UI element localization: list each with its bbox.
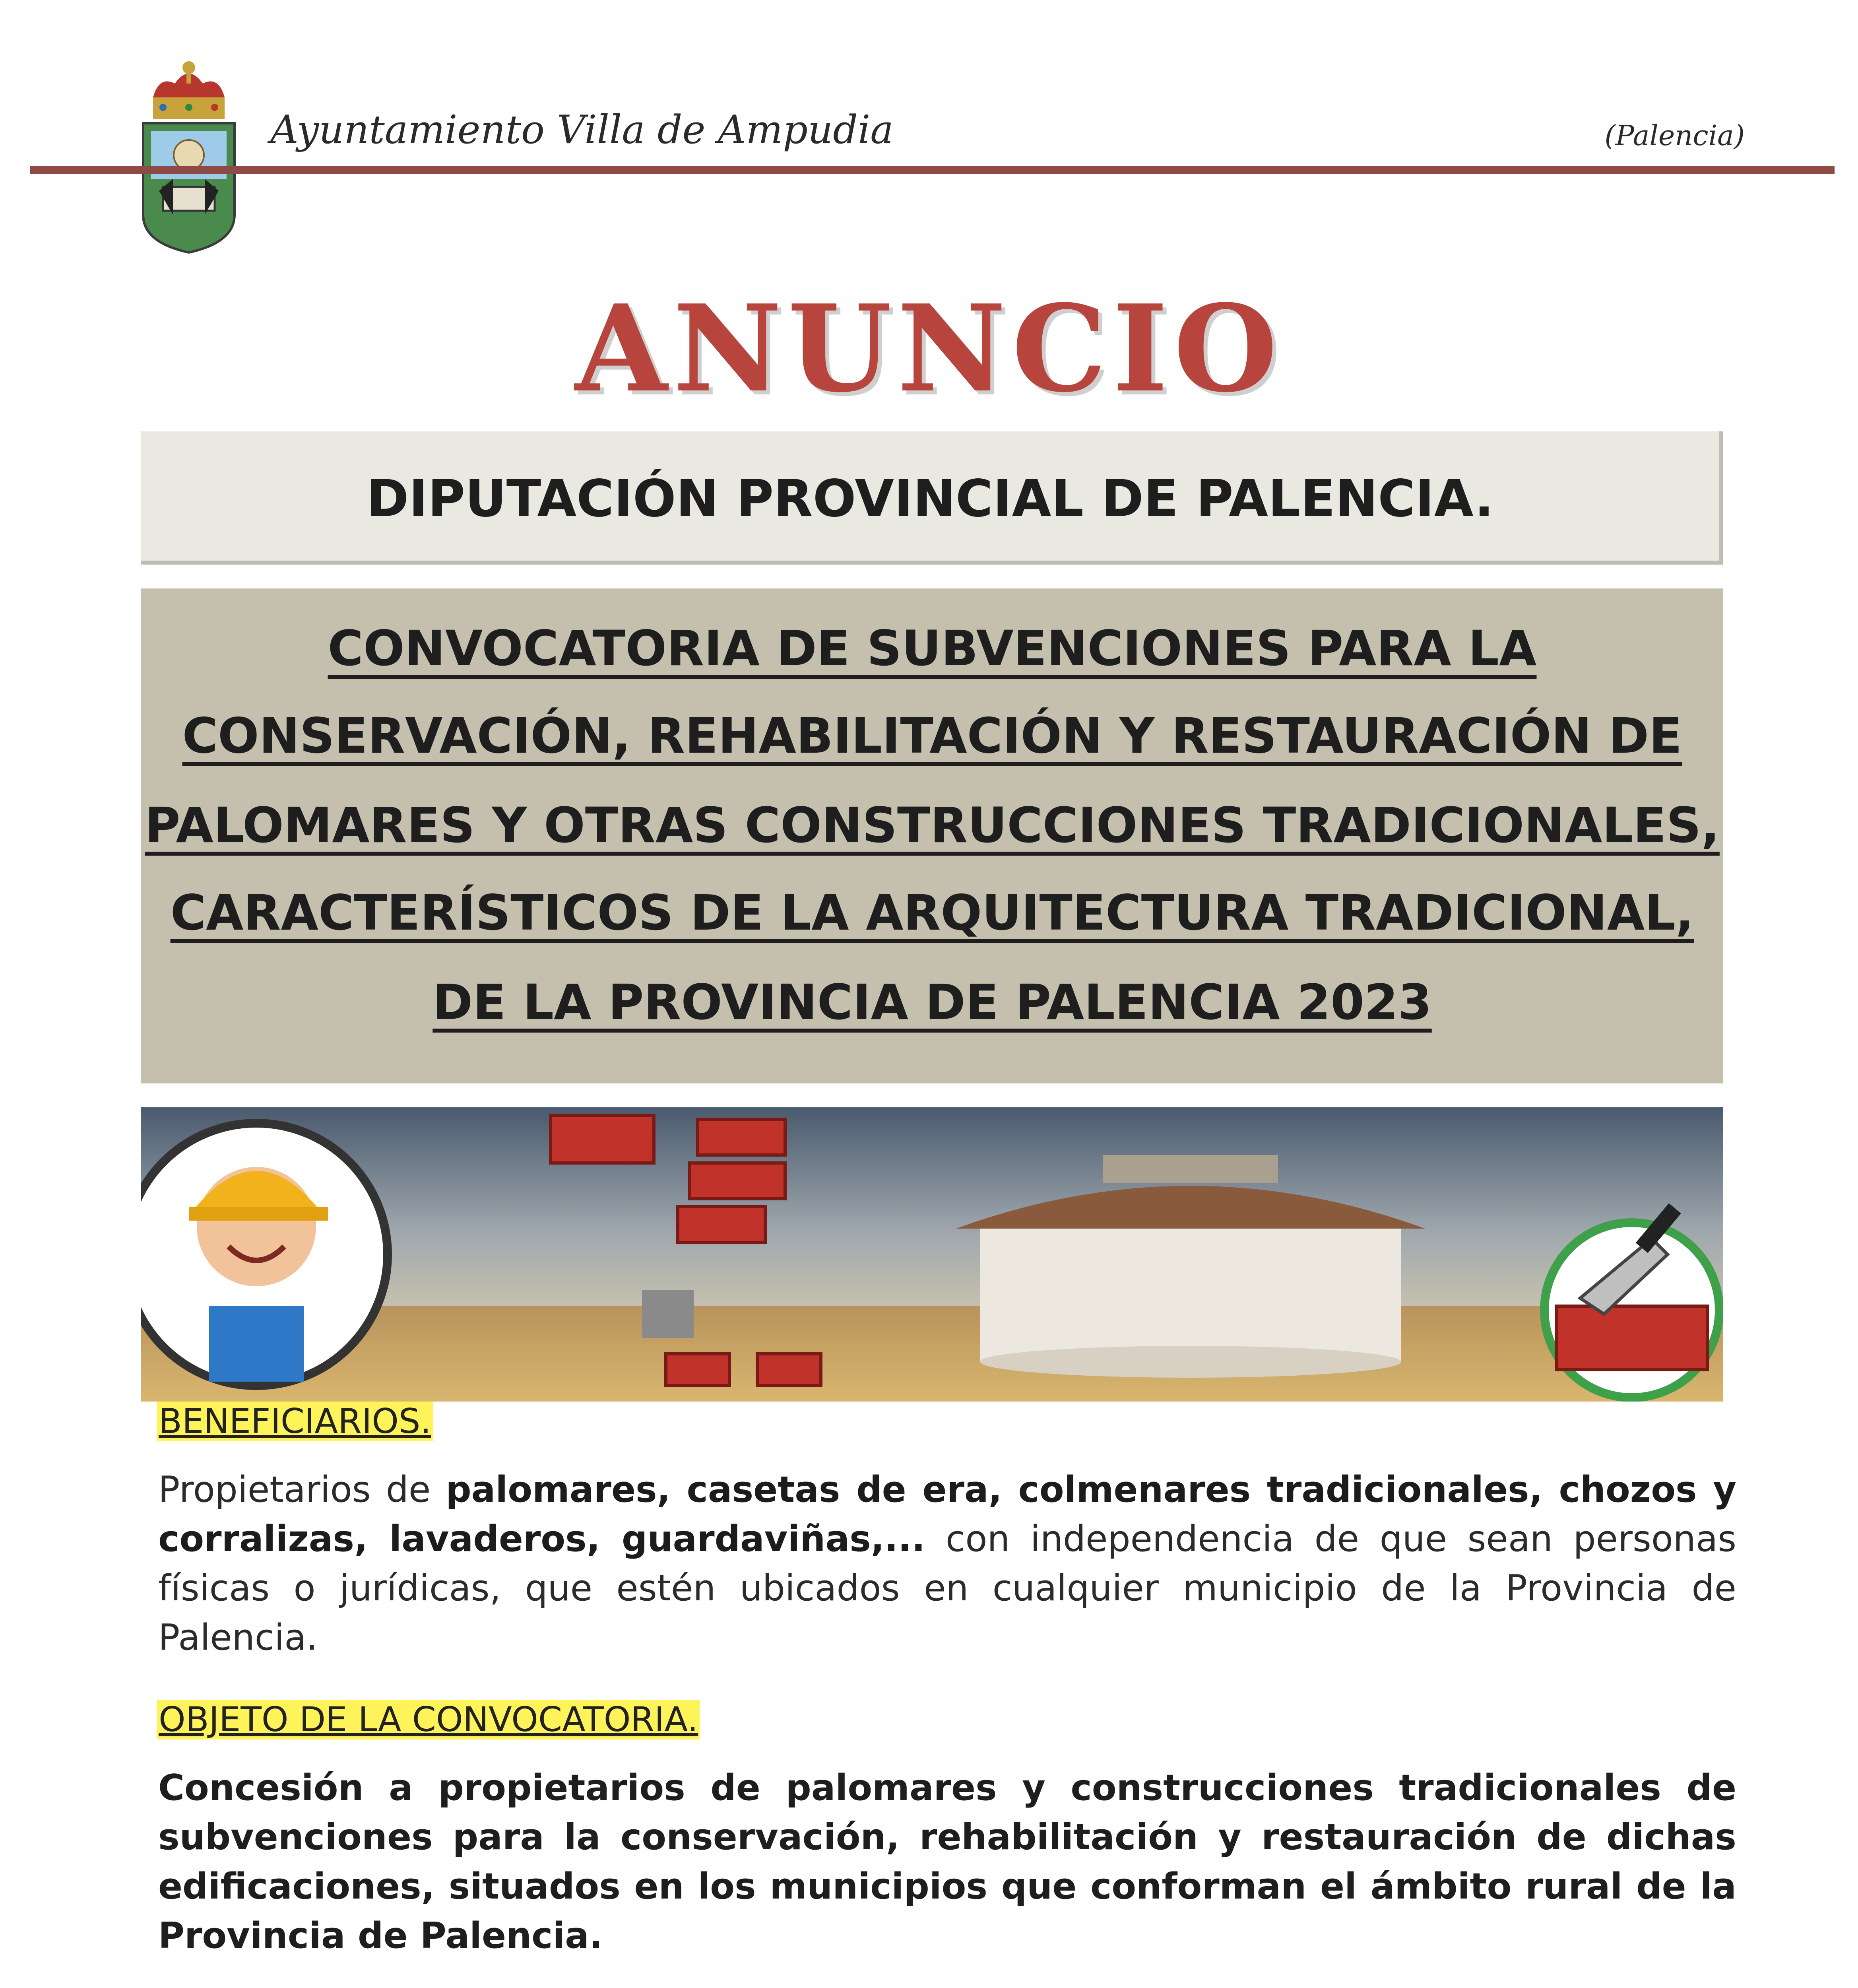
convocatoria-line: CONVOCATORIA DE SUBVENCIONES PARA LA (328, 620, 1537, 677)
beneficiarios-intro: Propietarios de (158, 1469, 431, 1510)
beneficiarios-types: palomares, casetas de era, colmenares tradicionales, chozos y corralizas, lavaderos, guardaviñas,... (158, 1469, 1736, 1560)
convocatoria-line: DE LA PROVINCIA DE PALENCIA 2023 (432, 974, 1432, 1031)
beneficiarios-rest: con independencia de que sean personas físicas o jurídicas, que estén ubicados en cualquier municipio de la Provincia de Palencia. (158, 1518, 1736, 1658)
convocatoria-line: CARACTERÍSTICOS DE LA ARQUITECTURA TRADICIONAL, (170, 885, 1694, 941)
header-divider (30, 166, 1835, 174)
page-title: ANUNCIO (575, 278, 1283, 419)
province-label: (Palencia) (1604, 119, 1745, 152)
section-label-objeto: OBJETO DE LA CONVOCATORIA. (157, 1700, 700, 1740)
dovecote-banner-image (141, 1107, 1723, 1402)
coat-of-arms-icon (135, 60, 242, 254)
section-label-beneficiarios: BENEFICIARIOS. (157, 1402, 433, 1441)
beneficiarios-paragraph (158, 1465, 1736, 1662)
municipality-name: Ayuntamiento Villa de Ampudia (270, 107, 894, 153)
objeto-paragraph: Concesión a propietarios de palomares y construcciones tradicionales de subvenciones para la conservación, rehabilitación y restauración de dichas edificaciones, situados en los municipios que conforman el ámbito rural de la Provincia de Palencia. (158, 1767, 1736, 1957)
organization-title: DIPUTACIÓN PROVINCIAL DE PALENCIA. (367, 469, 1494, 528)
convocatoria-line: PALOMARES Y OTRAS CONSTRUCCIONES TRADICIONALES, (145, 797, 1720, 854)
convocatoria-line: CONSERVACIÓN, REHABILITACIÓN Y RESTAURACIÓN DE (182, 708, 1682, 764)
